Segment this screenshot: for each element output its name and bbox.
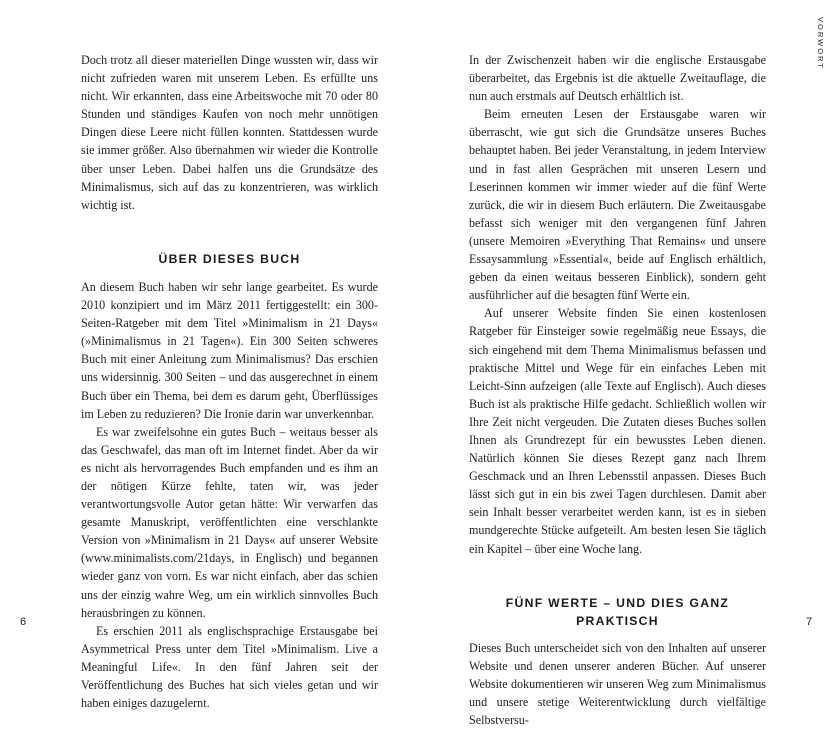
left-paragraph-1: An diesem Buch haben wir sehr lange gearbeitet. Es wurde 2010 konzipiert und im März 2011 fertiggestellt: ein 300-Seiten-Ratgeber mit dem Titel »Minimalism in 21 Days« (»Minimalismus in 21 Tagen«). Ein 300 Seiten schweres Buch mit einer Anleitung zum Minimalismus? Das erschien uns widersinnig. 300 Seiten – und das ausgerechnet in einem Buch über ein Thema, bei dem es darum geht, Überflüssiges im Leben zu reduzieren? Die Ironie darin war unverkennbar.	[81, 279, 378, 421]
right-paragraph-1: In der Zwischenzeit haben wir die englische Erstausgabe überarbeitet, das Ergebnis ist die aktuelle Zweitauflage, die nun auch erstmals auf Deutsch erhältlich ist.	[469, 53, 766, 104]
left-page-column	[81, 51, 378, 712]
section-heading-fuenf-werte: FÜNF WERTE – UND DIES GANZ PRAKTISCH	[505, 595, 730, 628]
right-paragraph-2: Beim erneuten Lesen der Erstausgabe waren wir überrascht, wie gut sich die Grundsätze unseres Buches behauptet haben. Bei jeder Veranstaltung, in jedem Interview und in fast allen Gesprächen mit unseren Lesern und Leserinnen kommen wir immer wieder auf die fünf Werte zurück, die wir in diesem Buch erläutern. Die Zweitausgabe befasst sich weniger mit den vergangenen fünf Jahren (unsere Memoiren »Everything That Remains« und unsere Essaysammlung »Essential«, beide auf Englisch erhältlich, geben da einen weitaus besseren Einblick), sondern geht ausführlicher auf die besagten fünf Werte ein.	[469, 107, 766, 303]
page-number-right: 7	[806, 616, 813, 628]
page-number-left: 6	[20, 616, 27, 628]
section-heading-ueber-dieses-buch: ÜBER DIESES BUCH	[158, 251, 301, 266]
right-paragraph-3: Auf unserer Website finden Sie einen kostenlosen Ratgeber für Einsteiger sowie regelmäßig neue Essays, die sich eingehend mit dem Thema Minimalismus befassen und praktische Mittel und Wege für ein einfaches Leben mit Leicht-Sinn aufzeigen (alle Texte auf Englisch). Auch dieses Buch ist als praktische Hilfe gedacht. Schließlich wollen wir Ihre Zeit nicht vergeuden. Die Zutaten dieses Buches sollen Ihnen als Grundrezept für ein bewusstes Leben dienen. Natürlich können Sie dieses Rezept ganz nach Ihrem Geschmack und an Ihren Lebensstil anpassen. Dieses Buch lässt sich gut in ein bis zwei Tagen durchlesen. Damit aber sein Inhalt besser verarbeitet werden kann, ist es in sieben mundgerechte Stücke aufgeteilt. Am besten lesen Sie täglich ein Kapitel – über eine Woche lang.	[469, 306, 766, 556]
running-header: VORWORT	[816, 17, 825, 70]
left-paragraph-2: Es war zweifelsohne ein gutes Buch – weitaus besser als das Geschwafel, das man oft im Internet findet. Aber da wir es nicht als hervorragendes Buch empfanden und es ihm an der nötigen Kürze fehlte, taten wir, was jeder verantwortungsvolle Autor getan hätte: Wir verwarfen das gesamte Manuskript, veröffentlichten eine verschlankte Version von »Minimalism in 21 Days« auf unserer Website (www.minimalists.com/21days, in Englisch) und begannen wieder ganz von vorn. Es war nicht einfach, aber das schien uns der einzig wahre Weg, um ein wirklich sinnvolles Buch herausbringen zu können.	[81, 424, 378, 620]
right-closing-paragraph: Dieses Buch unterscheidet sich von den Inhalten auf unserer Website und denen unserer anderen Bücher. Auf unserer Website dokumentieren wir unseren Weg zum Minimalismus und unsere stetige Weiterentwicklung durch vielfältige Selbstversu-	[469, 640, 766, 728]
right-page-column	[469, 51, 766, 729]
left-intro-paragraph: Doch trotz all dieser materiellen Dinge wussten wir, dass wir nicht zufrieden waren mit unserem Leben. Es erfüllte uns nicht. Wir erkannten, dass eine Arbeitswoche mit 70 oder 80 Stunden und ständiges Kaufen von noch mehr unnötigen Dingen diese Leere nicht füllen konnten. Stattdessen wurde sie immer größer. Also übernahmen wir wieder die Kontrolle über unser Leben. Dabei halfen uns die Grundsätze des Minimalismus, sich auf das zu konzentrieren, was wirklich wichtig ist.	[81, 53, 378, 212]
left-paragraph-3: Es erschien 2011 als englischsprachige Erstausgabe bei Asymmetrical Press unter dem Titel »Minimalism. Live a Meaningful Life«. In den fünf Jahren seit der Veröffentlichung des Buches hat sich vieles getan und wir haben einiges dazugelernt.	[81, 623, 378, 711]
